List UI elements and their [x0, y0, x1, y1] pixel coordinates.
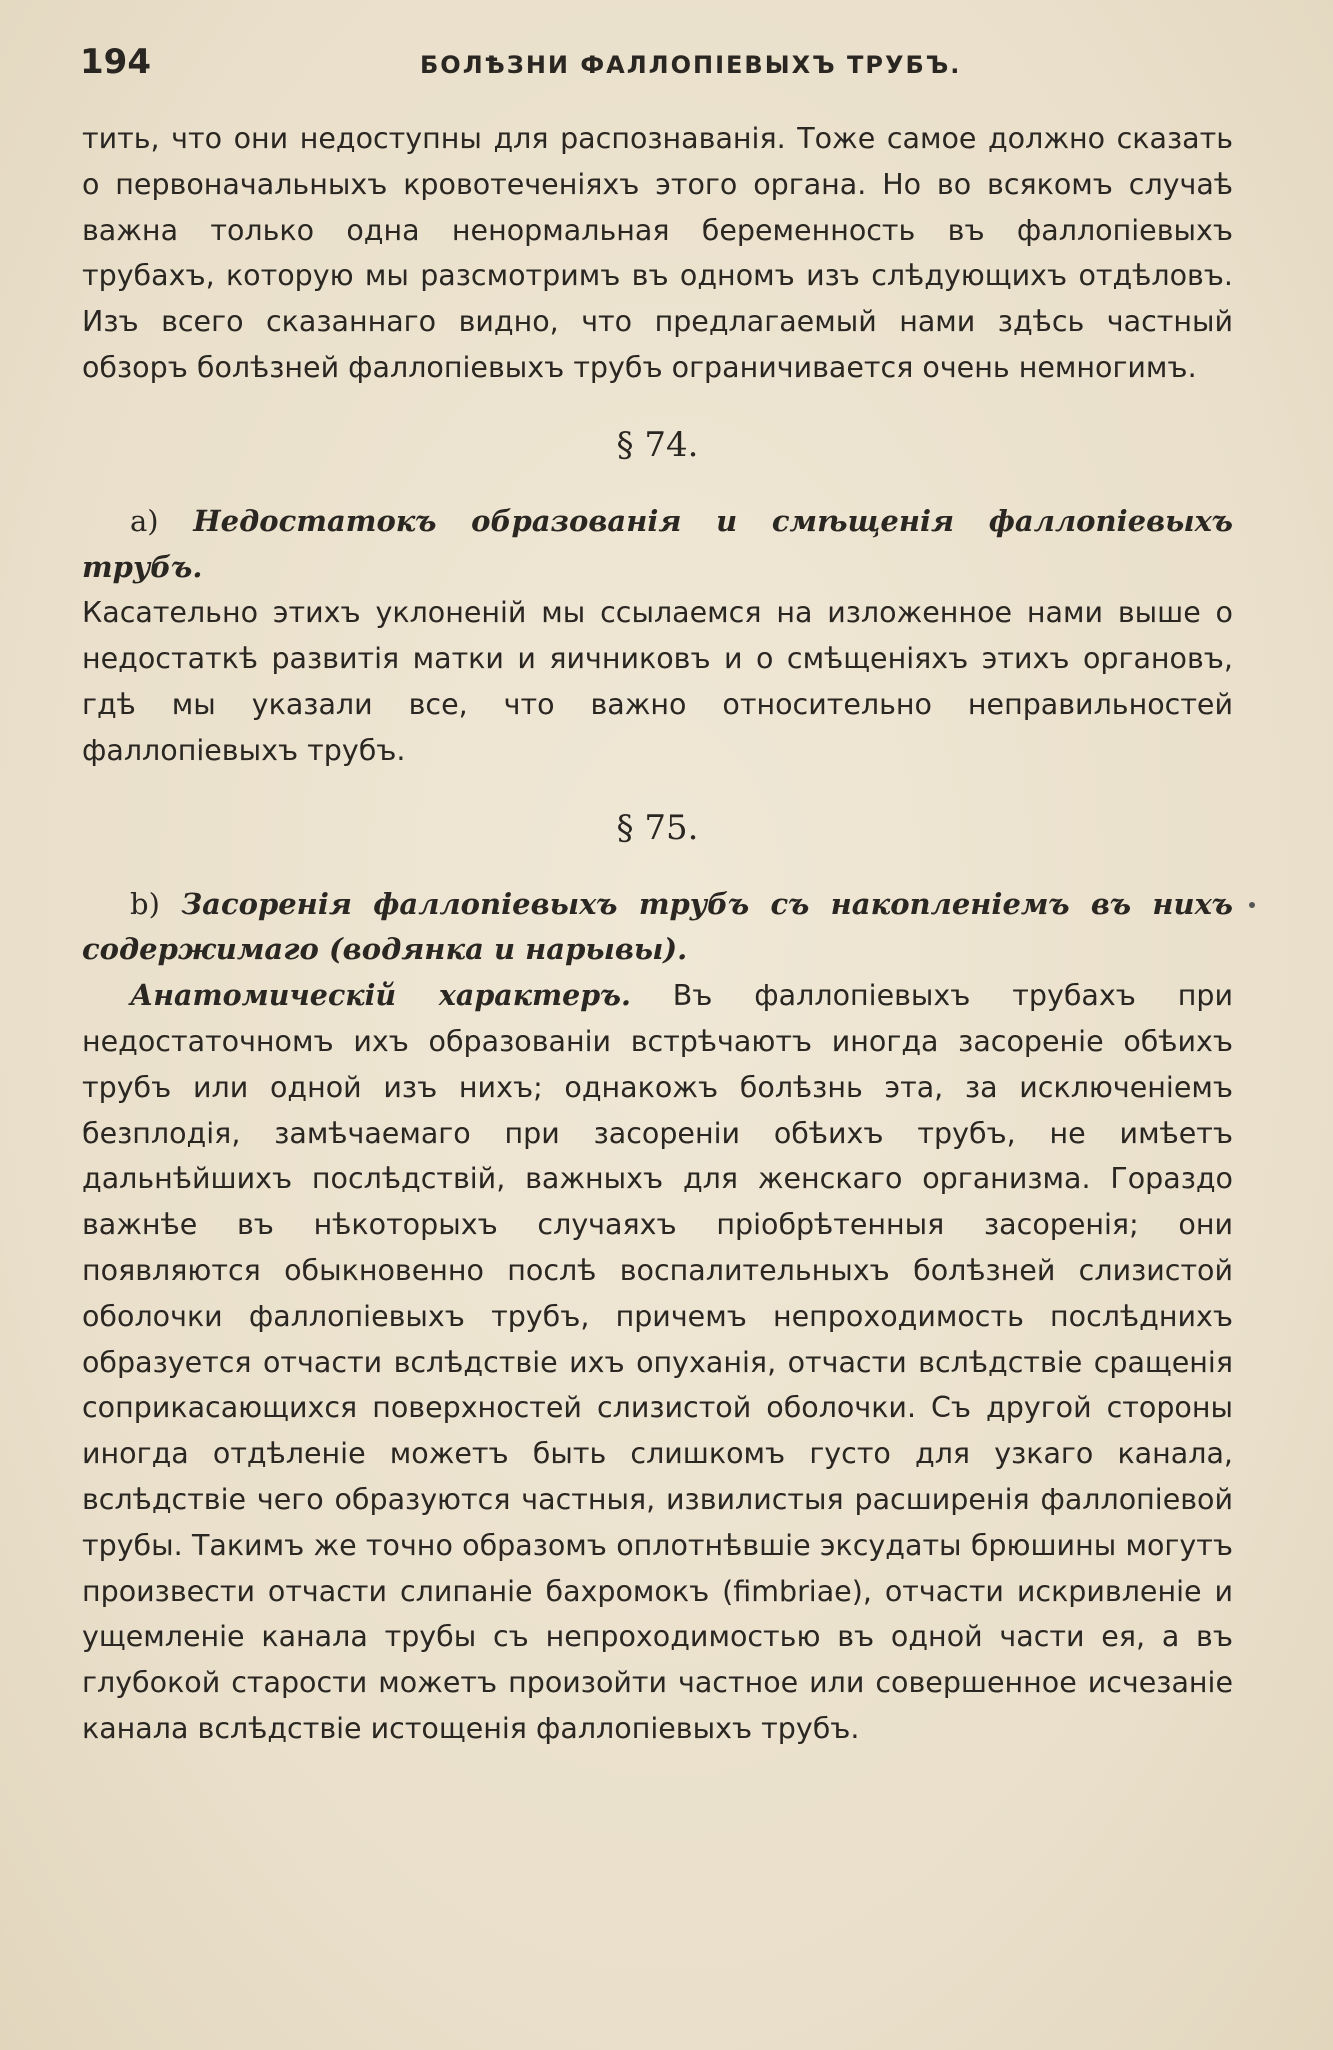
- section-75-heading-letter: b): [130, 886, 160, 921]
- page-number: 194: [80, 42, 151, 82]
- section-74-heading-text: Недостатокъ образованія и смѣщенія фаллопіевыхъ трубъ.: [82, 503, 1233, 584]
- section-75-paragraph: [82, 973, 1233, 1752]
- section-74-paragraph: Касательно этихъ уклоненій мы ссылаемся на изложенное нами выше о недостаткѣ развитія матки и яичниковъ и о смѣщеніяхъ этихъ органовъ, гдѣ мы указали все, что важно относительно неправильностей фаллопіевыхъ трубъ.: [82, 596, 1233, 767]
- section-74-heading-letter: a): [130, 503, 159, 538]
- section-75-lead: Анатомическій характеръ.: [130, 978, 631, 1013]
- section-74-heading: [82, 499, 1233, 591]
- intro-paragraph: тить, что они недоступны для распознаванія. Тоже самое должно сказать о первоначальныхъ кровотеченіяхъ этого органа. Но во всякомъ случаѣ важна только одна ненормальная беременность въ фаллопіевыхъ трубахъ, которую мы разсмотримъ въ одномъ изъ слѣдующихъ отдѣловъ. Изъ всего сказаннаго видно, что предлагаемый нами здѣсь частный обзоръ болѣзней фаллопіевыхъ трубъ ограничивается очень немногимъ.: [82, 122, 1233, 384]
- running-title: БОЛѢЗНИ ФАЛЛОПІЕВЫХЪ ТРУБЪ.: [420, 51, 962, 79]
- page-body: [82, 116, 1233, 1752]
- section-75-heading: [82, 882, 1233, 974]
- section-75-text: Въ фаллопіевыхъ трубахъ при недостаточномъ ихъ образованіи встрѣчаютъ иногда засореніе обѣихъ трубъ или одной изъ нихъ; однакожъ болѣзнь эта, за исключеніемъ безплодія, замѣчаемаго при засореніи обѣихъ трубъ, не имѣетъ дальнѣйшихъ послѣдствій, важныхъ для женскаго организма. Гораздо важнѣе въ нѣкоторыхъ случаяхъ пріобрѣтенныя засоренія; они появляются обыкновенно послѣ воспалительныхъ болѣзней слизистой оболочки фаллопіевыхъ трубъ, причемъ непроходимость послѣднихъ образуется отчасти вслѣдствіе ихъ опуханія, отчасти вслѣдствіе сращенія соприкасающихся поверхностей слизистой оболочки. Съ другой стороны иногда отдѣленіе можетъ быть слишкомъ густо для узкаго канала, вслѣдствіе чего образуются частныя, извилистыя расширенія фаллопіевой трубы. Такимъ же точно образомъ оплотнѣвшіе эксудаты брюшины могутъ произвести отчасти слипаніе бахромокъ (fimbriae), отчасти искривленіе и ущемленіе канала трубы съ непроходимостью въ одной части ея, а въ глубокой старости можетъ произойти частное или совершенное исчезаніе канала вслѣдствіе истощенія фаллопіевыхъ трубъ.: [82, 979, 1233, 1745]
- ink-speck: [1249, 902, 1255, 908]
- page-header: [80, 42, 1233, 82]
- section-75-number: § 75.: [616, 807, 699, 848]
- section-74-number: § 74.: [616, 424, 699, 465]
- section-75-heading-text: Засоренія фаллопіевыхъ трубъ съ накопленіемъ въ нихъ содержимаго (водянка и нарывы).: [82, 886, 1233, 967]
